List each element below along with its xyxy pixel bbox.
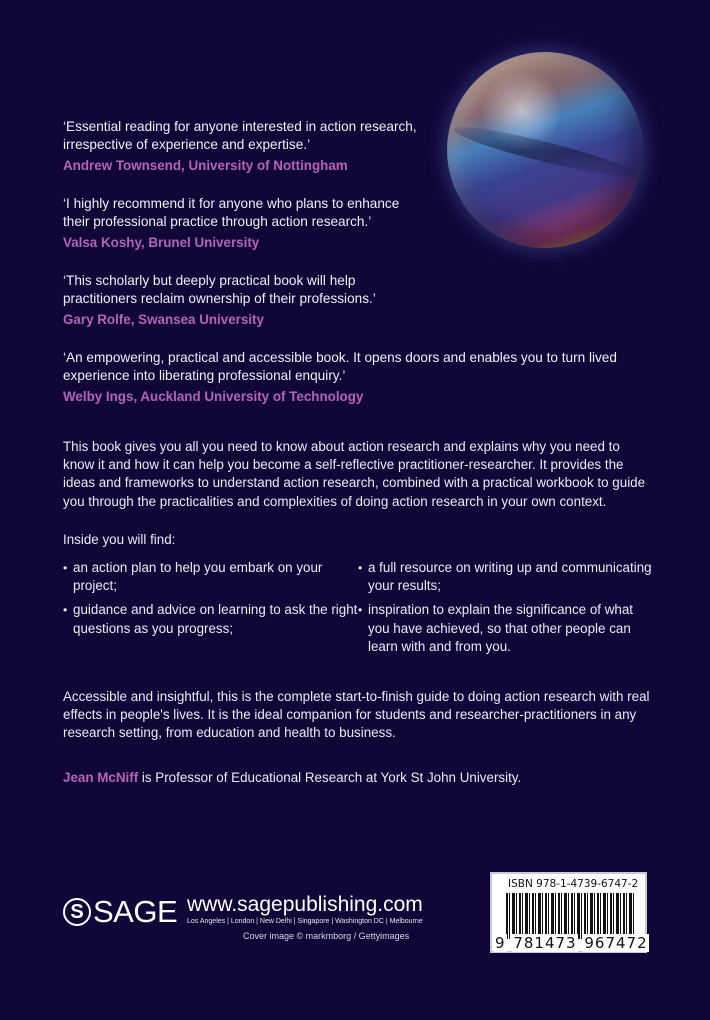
endorsement-text: ‘This scholarly but deeply practical book will help practitioners reclaim ownership of their professions.’ <box>63 273 376 306</box>
list-item: • guidance and advice on learning to ask the right questions as you progress; <box>63 601 358 656</box>
endorsements <box>63 118 663 426</box>
isbn-barcode <box>490 872 647 953</box>
feature-list <box>63 559 653 656</box>
endorsement-author: Andrew Townsend, University of Nottingham <box>63 158 348 173</box>
author-name: Jean McNiff <box>63 769 139 785</box>
publisher-name: SAGE <box>93 894 178 929</box>
bullet-icon: • <box>63 603 68 618</box>
book-description <box>63 438 653 807</box>
endorsement <box>63 118 663 175</box>
sage-emblem-icon: S <box>63 898 91 926</box>
list-item: • an action plan to help you embark on your project; <box>63 559 358 595</box>
endorsement-text: ‘An empowering, practical and accessible book. It opens doors and enables you to turn lived experience into liberating professional enquiry.’ <box>63 350 617 383</box>
endorsement-author: Welby Ings, Auckland University of Technology <box>63 389 364 404</box>
bullet-icon: • <box>63 561 68 576</box>
ean-digits: 9 781473 967472 <box>495 934 648 952</box>
list-item: • inspiration to explain the significance of what you have achieved, so that other people can learn with and from you. <box>358 601 653 656</box>
closing-paragraph: Accessible and insightful, this is the complete start-to-finish guide to doing action research with real effects in people's lives. It is the ideal companion for students and researcher-practitioners in any research setting, from education and health to business. <box>63 689 650 741</box>
bullet-icon: • <box>358 603 363 618</box>
publisher-url[interactable]: www.sagepublishing.com <box>187 893 423 916</box>
endorsement-author: Gary Rolfe, Swansea University <box>63 312 264 327</box>
isbn-label: ISBN 978-1-4739-6747-2 <box>508 878 639 890</box>
inside-label: Inside you will find: <box>63 531 176 547</box>
endorsement <box>63 195 663 252</box>
endorsement <box>63 272 663 329</box>
endorsement <box>63 349 663 406</box>
author-bio: Jean McNiff is Professor of Educational Research at York St John University. <box>63 769 522 785</box>
endorsement-text: ‘I highly recommend it for anyone who plans to enhance their professional practice through action research.’ <box>63 196 400 229</box>
list-item: • a full resource on writing up and communicating your results; <box>358 559 653 595</box>
publisher-cities: Los Angeles | London | New Delhi | Singapore | Washington DC | Melbourne <box>187 918 423 925</box>
intro-paragraph: This book gives you all you need to know about action research and explains why you need to know it and how it can help you become a self-reflective practitioner-researcher. It provides the ideas and frameworks to understand action research, combined with a practical workbook to guide you through the practicalities and complexities of doing action research in your own context. <box>63 439 646 509</box>
cover-image-credit: Cover image © markmborg / Gettyimages <box>243 931 410 941</box>
endorsement-text: ‘Essential reading for anyone interested in action research, irrespective of experience and expertise.’ <box>63 119 417 152</box>
bullet-icon: • <box>358 561 363 576</box>
endorsement-author: Valsa Koshy, Brunel University <box>63 235 260 250</box>
sage-logo <box>63 896 177 928</box>
barcode-bars <box>506 893 634 939</box>
